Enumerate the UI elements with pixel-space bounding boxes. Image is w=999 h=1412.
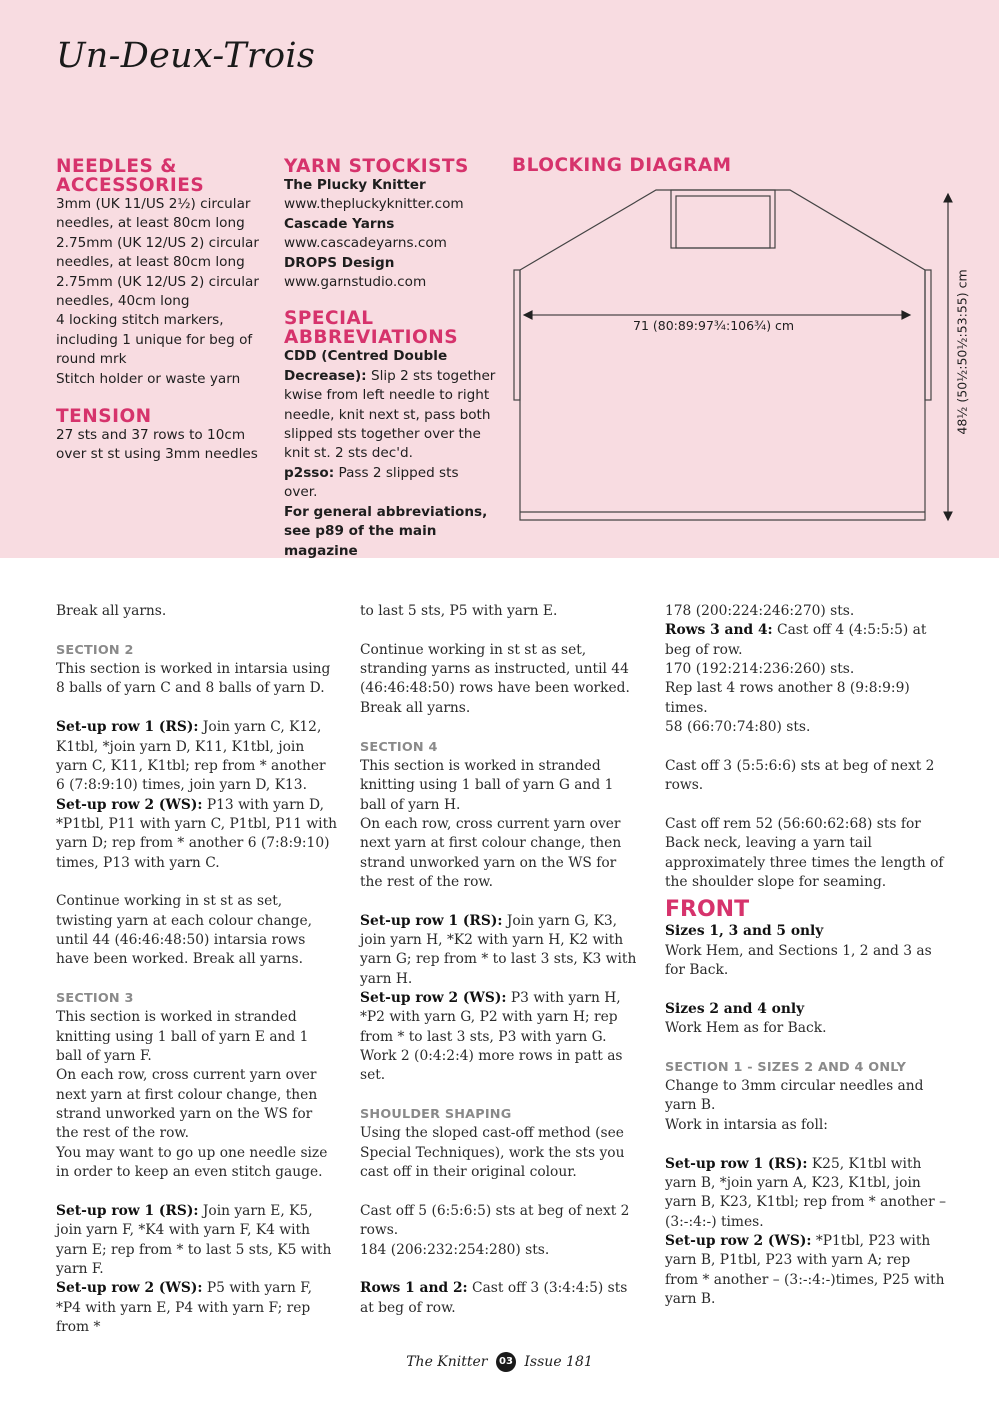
paragraph: This section is worked in intarsia using 8 balls of yarn C and 8 balls of yarn D. <box>56 661 331 697</box>
cdd-text: Slip 2 sts together kwise from left needle to right needle, knit next st, pass both slipped sts together over the knit st. 2 sts dec'd. <box>284 367 496 462</box>
stockist-name: Cascade Yarns <box>284 215 395 232</box>
paragraph: to last 5 sts, P5 with yarn E. <box>360 603 558 619</box>
needles-section <box>56 157 271 465</box>
needles-list-item: 4 locking stitch markers, <box>56 312 224 329</box>
diagram-heading: BLOCKING DIAGRAM <box>512 155 732 176</box>
row-text: Join yarn E, K5, join yarn F, *K4 with yarn F, K4 with yarn E; rep from * to last 5 sts, K5 with yarn F. <box>56 1202 332 1277</box>
paragraph: Continue working in st st as set, stranding yarns as instructed, until 44 (46:46:48:50) rows have been worked. Break all yarns. <box>360 641 630 716</box>
page-title: Un-Deux-Trois <box>56 36 316 76</box>
row-label: Set-up row 1 (RS): <box>360 912 503 929</box>
paragraph: This section is worked in stranded knitting using 1 ball of yarn E and 1 ball of yarn F. <box>56 1009 309 1065</box>
row-text: *P1tbl, P23 with yarn B, P1tbl, P23 with yarn A; rep from * another – (3:-:4:-)times, P25 with yarn B. <box>665 1232 945 1307</box>
height-label: 48½ (50½:50½:53:55) cm <box>954 269 970 435</box>
general-abbreviations-note: For general abbreviations, see p89 of the main magazine <box>284 503 488 559</box>
needles-list-item: round mrk <box>56 351 127 368</box>
row-text: Join yarn C, K12, K1tbl, *join yarn D, K11, K1tbl, join yarn C, K11, K1tbl; rep from * another 6 (7:8:9:10) times, join yarn D, K13. <box>56 719 326 794</box>
paragraph: You may want to go up one needle size in order to keep an even stitch gauge. <box>56 1144 328 1181</box>
stockist-name: DROPS Design <box>284 254 395 271</box>
paragraph: Break all yarns. <box>56 603 167 619</box>
paragraph: Change to 3mm circular needles and yarn B. <box>665 1078 924 1114</box>
needles-list-item: Stitch holder or waste yarn <box>56 370 241 387</box>
setup-row <box>360 912 642 989</box>
issue-number: Issue 181 <box>524 1354 593 1370</box>
needles-list-item: needles, at least 80cm long <box>56 254 245 271</box>
section-2-heading: SECTION 2 <box>56 642 134 658</box>
front-heading: FRONT <box>665 897 750 923</box>
left-sleeve-edge <box>514 270 520 400</box>
paragraph: 184 (206:232:254:280) sts. <box>360 1241 550 1258</box>
needles-list-item: 2.75mm (UK 12/US 2) circular <box>56 234 259 251</box>
row-label: Rows 3 and 4: <box>665 622 773 639</box>
row-label: Rows 1 and 2: <box>360 1280 468 1297</box>
section-1-heading: SECTION 1 - SIZES 2 AND 4 ONLY <box>665 1059 907 1075</box>
paragraph: 178 (200:224:246:270) sts. <box>665 603 855 619</box>
stockist-name: The Plucky Knitter <box>284 177 426 193</box>
row-instruction <box>360 1279 642 1318</box>
special-heading: SPECIAL ABBREVIATIONS <box>284 308 459 349</box>
needles-list-item: 3mm (UK 11/US 2½) circular <box>56 196 251 212</box>
paragraph: Rep last 4 rows another 8 (9:8:9:9) times. <box>665 680 910 716</box>
row-text: P13 with yarn D, *P1tbl, P11 with yarn C, P1tbl, P11 with yarn D; rep from * another 6 (7:8:9:10) times, P13 with yarn C. <box>56 796 338 871</box>
needles-list-item: needles, at least 80cm long <box>56 215 245 232</box>
garment-outline <box>520 190 925 520</box>
p2sso-text: Pass 2 slipped sts over. <box>284 464 459 501</box>
section-4-heading: SECTION 4 <box>360 739 438 755</box>
row-label: Set-up row 2 (WS): <box>56 1280 203 1297</box>
setup-row <box>56 1279 338 1337</box>
stockist-url[interactable]: www.garnstudio.com <box>284 274 427 291</box>
row-instruction <box>665 621 947 660</box>
paragraph: Continue working in st st as set, twisting yarn at each colour change, until 44 (46:46:48:50) intarsia rows have been worked. Break all yarns. <box>56 893 313 968</box>
cdd-label: CDD (Centred Double Decrease): <box>284 348 448 384</box>
row-label: Set-up row 1 (RS): <box>665 1155 808 1172</box>
paragraph: On each row, cross current yarn over next yarn at first colour change, then strand unworked yarn on the WS for the rest of the row. <box>360 815 622 890</box>
setup-row <box>56 718 338 795</box>
row-text: K25, K1tbl with yarn B, *join yarn A, K23, K1tbl, join yarn B, K23, K1tbl; rep from * another – (3:-:4:-) times. <box>665 1155 946 1230</box>
page-footer <box>0 1352 999 1372</box>
row-text: Cast off 4 (4:5:5:5) at beg of row. <box>665 622 927 658</box>
instructions-column-2 <box>360 602 642 1318</box>
paragraph: Work Hem as for Back. <box>665 1020 827 1037</box>
tension-line-1: 27 sts and 37 rows to 10cm <box>56 427 246 444</box>
needles-list-item: 2.75mm (UK 12/US 2) circular <box>56 273 259 290</box>
row-label: Set-up row 2 (WS): <box>56 796 203 813</box>
row-label: Set-up row 2 (WS): <box>360 990 507 1007</box>
row-text: Join yarn G, K3, join yarn H, *K2 with yarn H, K2 with yarn G; rep from * to last 3 sts, K3 with yarn H. <box>360 912 637 987</box>
width-label <box>633 318 794 333</box>
setup-row <box>665 1155 947 1232</box>
shoulder-shaping-heading: SHOULDER SHAPING <box>360 1107 512 1123</box>
row-text: Cast off 3 (3:4:4:5) sts at beg of row. <box>360 1280 628 1316</box>
setup-row <box>56 1202 338 1279</box>
tension-heading: TENSION <box>56 406 152 428</box>
stockist-url[interactable]: www.cascadeyarns.com <box>284 235 447 252</box>
paragraph: 58 (66:70:74:80) sts. <box>665 719 811 736</box>
width-value: 71 (80:89:97¾:106¾) cm <box>633 318 795 333</box>
paragraph: Work Hem, and Sections 1, 2 and 3 as for Back. <box>665 942 932 978</box>
tension-line-2: over st st using 3mm needles <box>56 446 258 463</box>
row-label: Set-up row 2 (WS): <box>665 1232 812 1249</box>
page-number-badge: 03 <box>496 1352 516 1372</box>
neck-band <box>676 196 770 248</box>
row-label: Set-up row 1 (RS): <box>56 719 199 736</box>
section-3-heading: SECTION 3 <box>56 991 134 1007</box>
neck-opening <box>671 190 775 248</box>
paragraph: Cast off rem 52 (56:60:62:68) sts for Back neck, leaving a yarn tail approximately three times the length of the shoulder slope for seaming. <box>665 815 944 890</box>
setup-row <box>360 989 642 1047</box>
magazine-name: The Knitter <box>406 1354 488 1370</box>
paragraph: Work in intarsia as foll: <box>665 1116 828 1133</box>
right-sleeve-edge <box>925 270 931 400</box>
paragraph: This section is worked in stranded knitting using 1 ball of yarn G and 1 ball of yarn H. <box>360 757 614 813</box>
paragraph: Work 2 (0:4:2:4) more rows in patt as set. <box>360 1048 623 1084</box>
needles-list <box>56 195 271 389</box>
paragraph: Cast off 3 (5:5:6:6) sts at beg of next 2 rows. <box>665 757 935 794</box>
paragraph: 170 (192:214:236:260) sts. <box>665 661 855 678</box>
setup-row <box>665 1232 947 1309</box>
blocking-diagram <box>508 182 978 528</box>
cdd-definition <box>284 347 496 463</box>
paragraph: Using the sloped cast-off method (see Special Techniques), work the sts you cast off in their original colour. <box>360 1125 625 1181</box>
needles-heading: NEEDLES & ACCESSORIES <box>56 156 205 196</box>
row-label: Set-up row 1 (RS): <box>56 1202 199 1219</box>
needles-list-item: including 1 unique for beg of <box>56 331 253 348</box>
row-text: P3 with yarn H, *P2 with yarn G, P2 with yarn H; rep from * to last 3 sts, P3 with yarn G. <box>360 990 621 1045</box>
stockists-heading: YARN STOCKISTS <box>284 156 469 177</box>
row-text: P5 with yarn F, *P4 with yarn E, P4 with yarn F; rep from * <box>56 1280 313 1335</box>
size-label: Sizes 1, 3 and 5 only <box>665 923 824 940</box>
p2sso-definition <box>284 464 496 503</box>
paragraph: Cast off 5 (6:5:6:5) sts at beg of next 2 rows. <box>360 1202 630 1239</box>
size-label: Sizes 2 and 4 only <box>665 1000 805 1017</box>
instructions-column-1 <box>56 602 338 1337</box>
stockist-url[interactable]: www.thepluckyknitter.com <box>284 196 464 213</box>
instructions-column-3 <box>665 602 947 1309</box>
paragraph: On each row, cross current yarn over next yarn at first colour change, then strand unworked yarn on the WS for the rest of the row. <box>56 1067 318 1142</box>
stockists-section <box>284 157 496 561</box>
p2sso-label: p2sso: <box>284 464 335 481</box>
setup-row <box>56 796 338 873</box>
needles-list-item: needles, 40cm long <box>56 293 190 310</box>
